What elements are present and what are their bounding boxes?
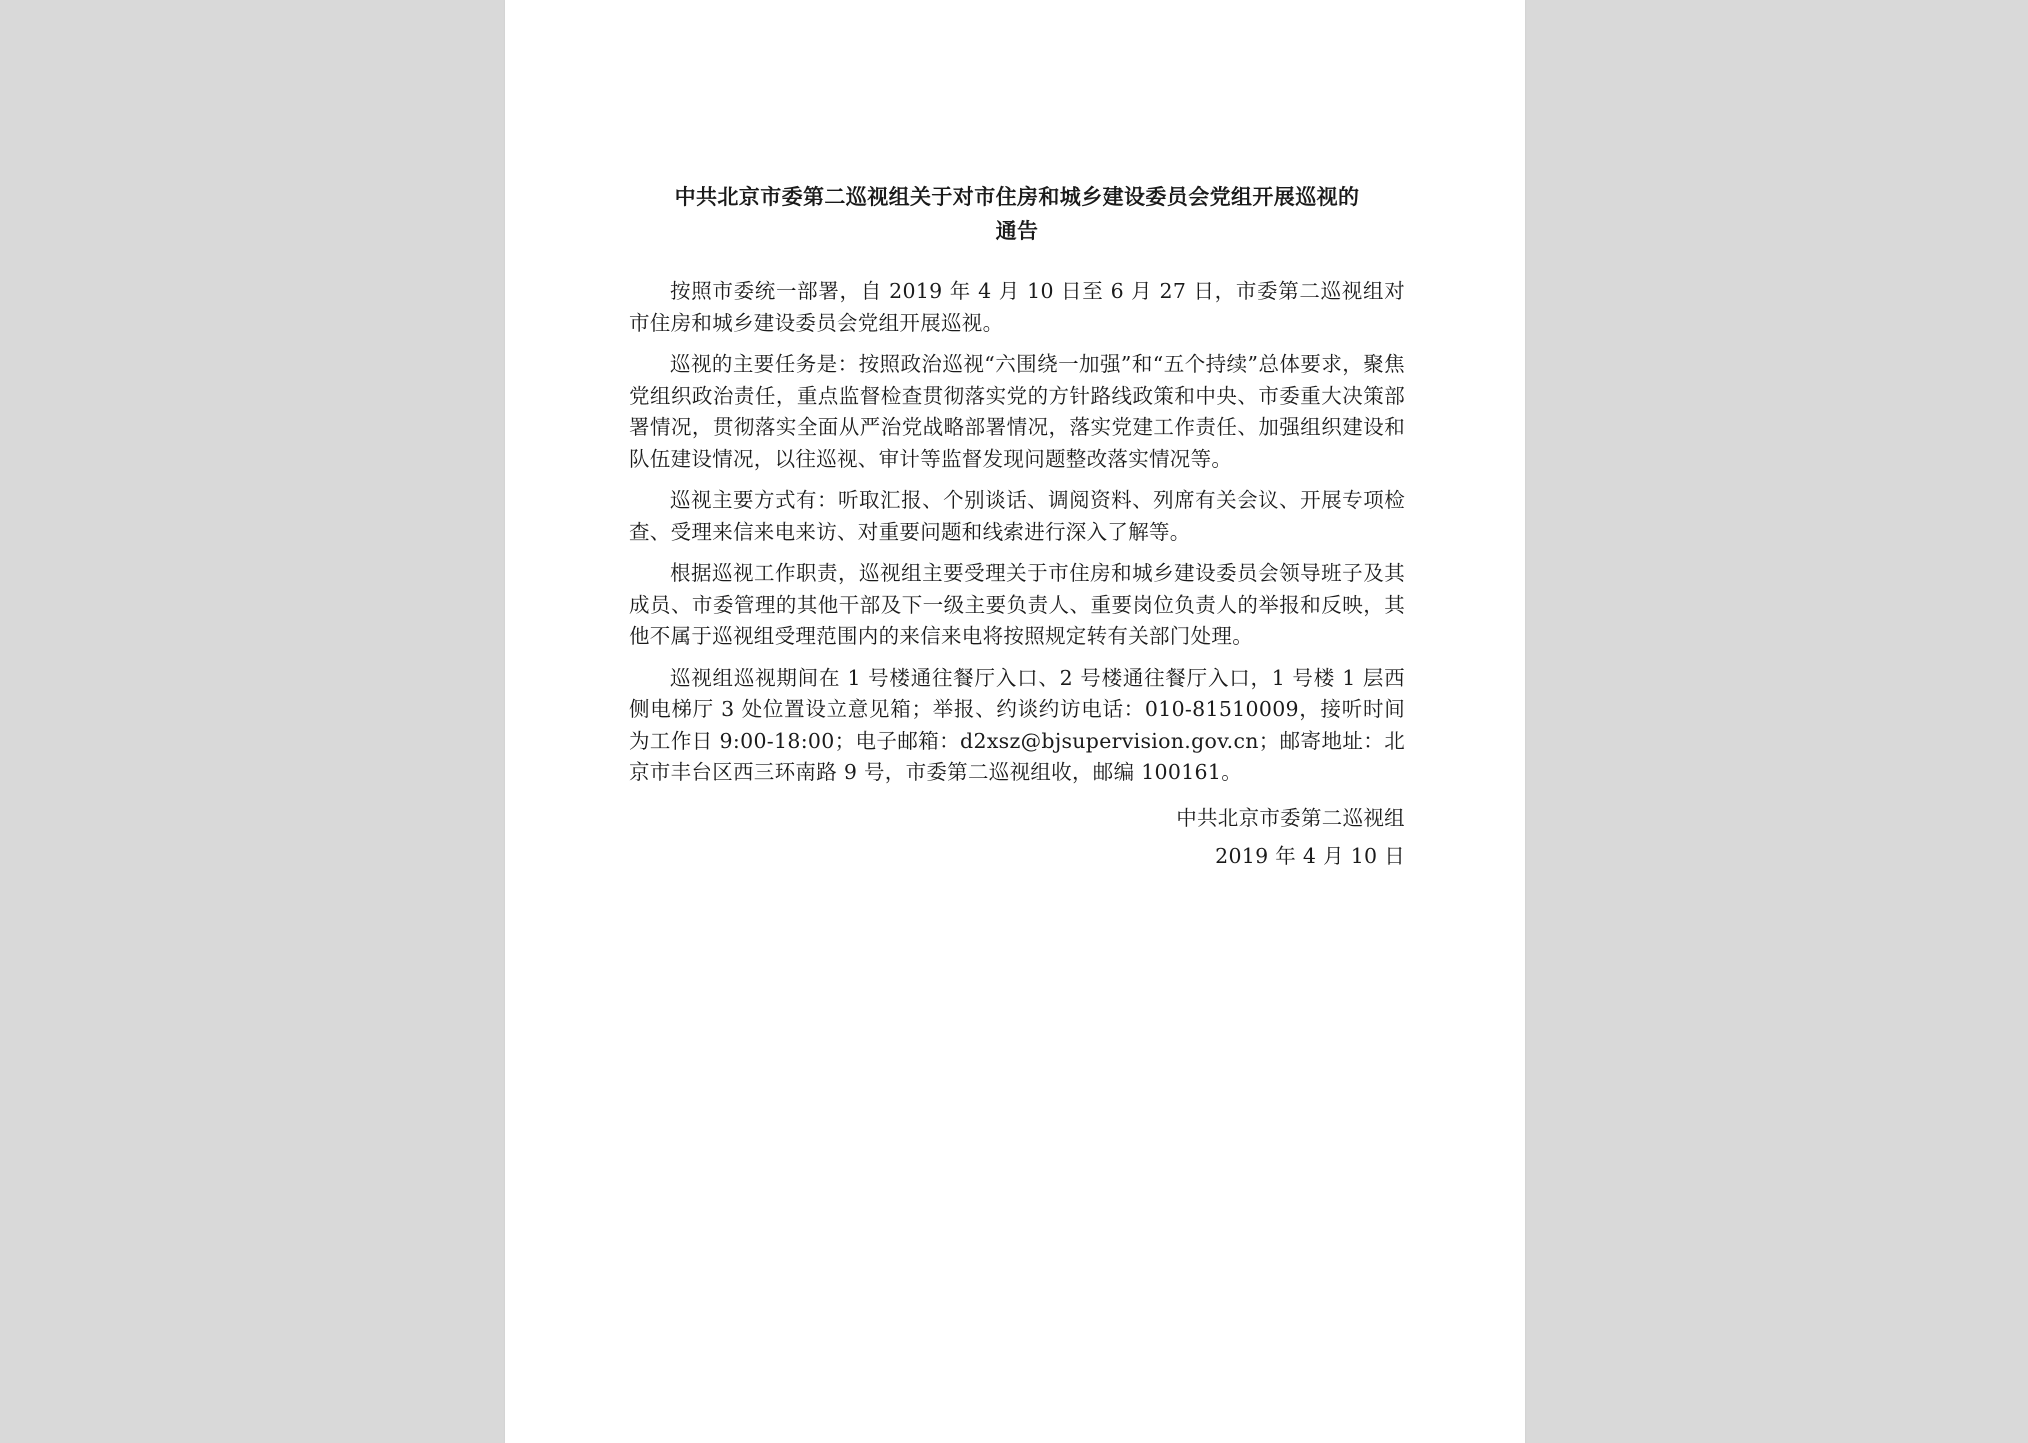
paragraph-contact: 巡视组巡视期间在 1 号楼通往餐厅入口、2 号楼通往餐厅入口，1 号楼 1 层西侧电梯厅 3 处位置设立意见箱；举报、约谈约访电话：010-81510009，接听时间为工作日 9:00-18:00；电子邮箱：d2xsz@bjsupervision.gov.cn；邮寄地址：北京市丰台区西三环南路 9 号，市委第二巡视组收，邮编 100161。 bbox=[629, 665, 1405, 784]
paragraph-main-tasks: 巡视的主要任务是：按照政治巡视“六围绕一加强”和“五个持续”总体要求，聚焦党组织政治责任，重点监督检查贯彻落实党的方针路线政策和中央、市委重大决策部署情况，贯彻落实全面从严治党战略部署情况，落实党建工作责任、加强组织建设和队伍建设情况，以往巡视、审计等监督发现问题整改落实情况等。 bbox=[629, 352, 1405, 471]
paragraph-scope: 根据巡视工作职责，巡视组主要受理关于市住房和城乡建设委员会领导班子及其成员、市委管理的其他干部及下一级主要负责人、重要岗位负责人的举报和反映，其他不属于巡视组受理范围内的来信来电将按照规定转有关部门处理。 bbox=[629, 561, 1405, 648]
paragraph-schedule: 按照市委统一部署，自 2019 年 4 月 10 日至 6 月 27 日，市委第二巡视组对市住房和城乡建设委员会党组开展巡视。 bbox=[629, 279, 1405, 335]
signature-block bbox=[629, 799, 1405, 875]
document-body bbox=[629, 180, 1405, 875]
title-line-1: 中共北京市委第二巡视组关于对市住房和城乡建设委员会党组开展巡视的 bbox=[674, 185, 1360, 209]
document-title bbox=[629, 180, 1405, 248]
document-page bbox=[505, 0, 1525, 1443]
signature-date: 2019 年 4 月 10 日 bbox=[1215, 843, 1405, 868]
signature-organization: 中共北京市委第二巡视组 bbox=[1176, 805, 1405, 830]
title-line-2: 通告 bbox=[995, 219, 1039, 243]
paragraph-methods: 巡视主要方式有：听取汇报、个别谈话、调阅资料、列席有关会议、开展专项检查、受理来信来电来访、对重要问题和线索进行深入了解等。 bbox=[629, 488, 1405, 544]
